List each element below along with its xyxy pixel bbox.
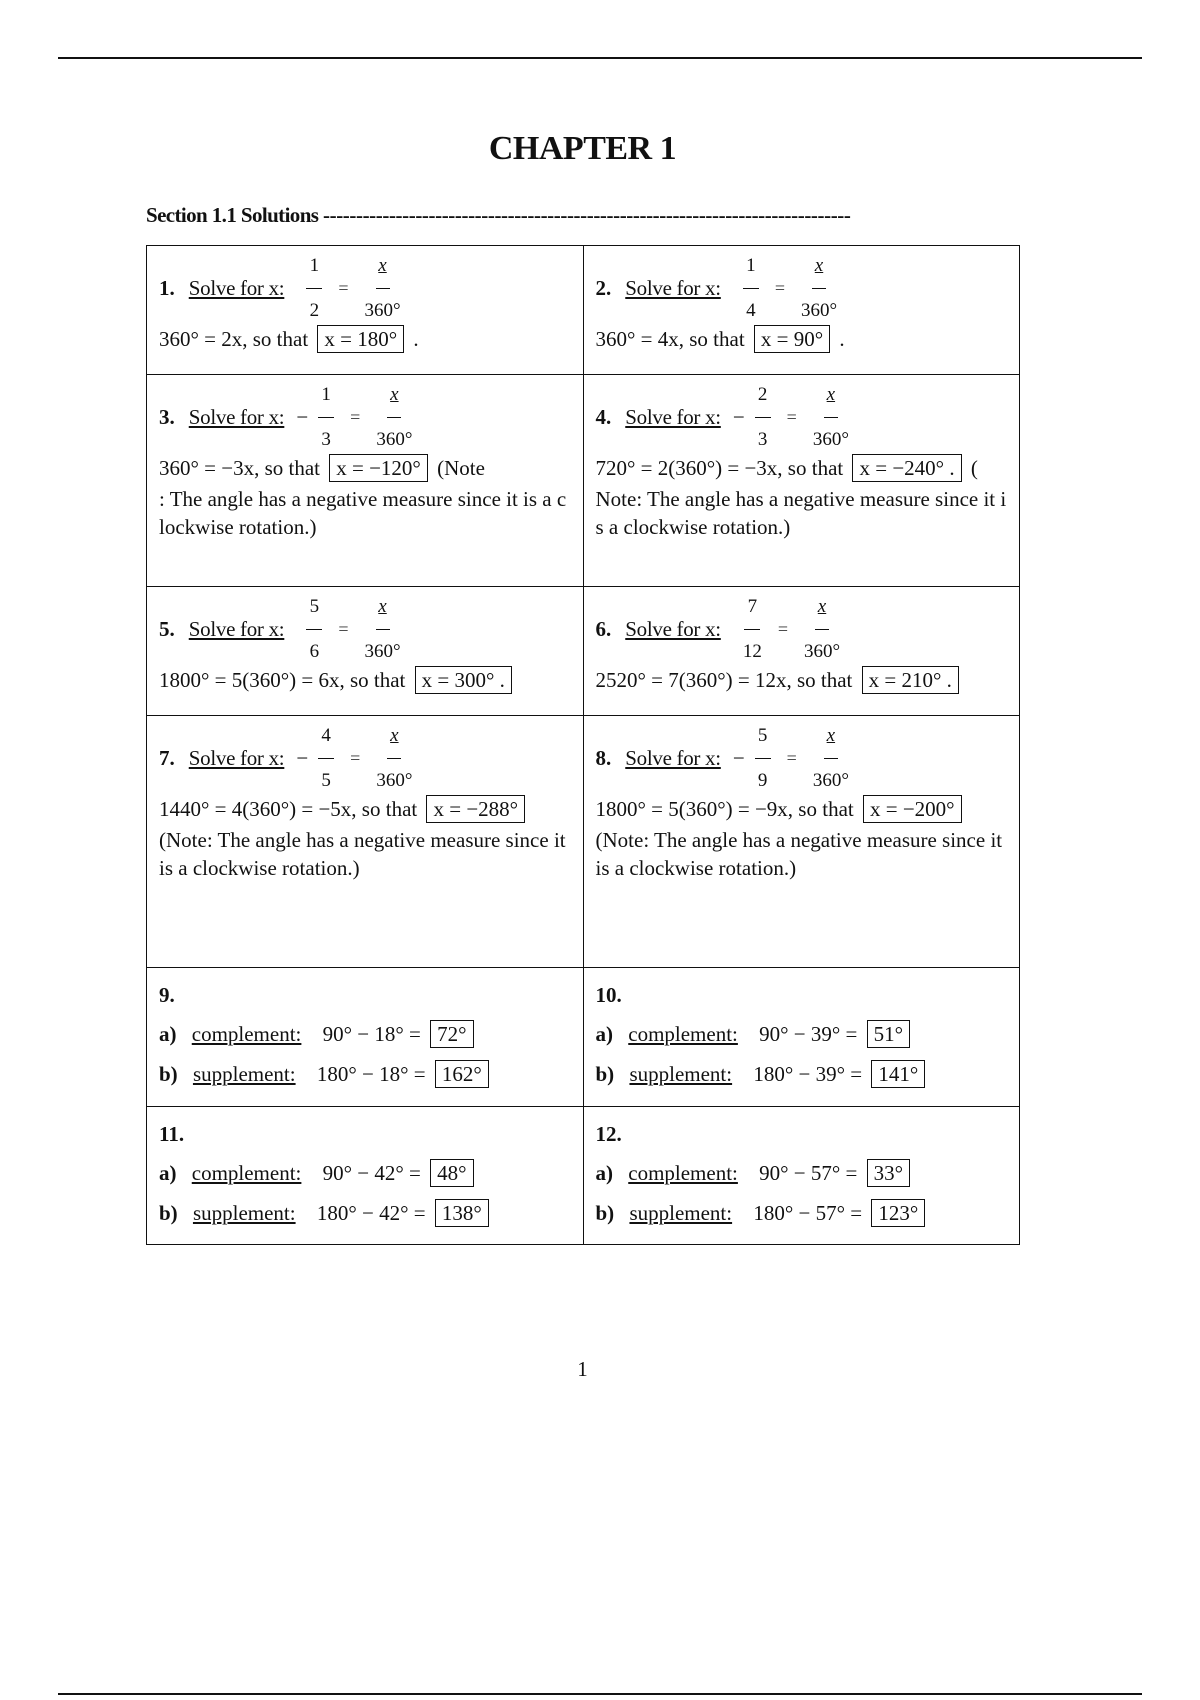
x-denominator: 360°	[364, 300, 401, 321]
fraction	[318, 726, 334, 790]
x-denominator: 360°	[364, 641, 401, 662]
complement-label: complement:	[191, 1161, 302, 1185]
equals-sign: =	[338, 618, 349, 639]
fraction-denominator: 12	[742, 641, 762, 662]
section-dashes: --------------------------------------------------------------------------------	[323, 203, 851, 227]
fraction-denominator: 9	[757, 770, 768, 791]
solution-line	[159, 453, 571, 483]
fraction-bar	[306, 288, 322, 289]
solution-suffix: .	[839, 327, 845, 351]
fraction	[743, 256, 759, 320]
complement-answer: 72°	[430, 1020, 473, 1048]
problem-number: 2.	[595, 275, 612, 300]
solution-text: 360° = 2x, so that	[159, 327, 309, 351]
problem-number: 9.	[159, 983, 175, 1007]
x-fraction	[804, 597, 840, 661]
solve-label: Solve for x:	[188, 616, 285, 641]
x-denominator: 360°	[800, 300, 838, 321]
solve-label: Solve for x:	[625, 745, 721, 770]
angle-cell	[583, 968, 1020, 1107]
problem-cell	[147, 587, 584, 716]
chapter-title: CHAPTER 1	[488, 130, 677, 167]
equals-sign: =	[338, 277, 349, 298]
problem-equation	[596, 256, 1008, 320]
boxed-answer: x = 300° .	[415, 666, 512, 694]
problem-cell	[583, 587, 1020, 716]
part-b-label: b)	[595, 1062, 615, 1086]
part-b-label: b)	[159, 1201, 178, 1225]
x-fraction-bar	[376, 629, 390, 630]
complement-expression: 90° − 42° =	[322, 1161, 421, 1185]
part-a-label: a)	[595, 1022, 613, 1046]
complement-answer: 48°	[430, 1159, 473, 1187]
x-denominator: 360°	[376, 770, 413, 791]
solution-text: 1800° = 5(360°) = −9x, so that	[595, 797, 854, 821]
problem-equation	[596, 385, 1008, 449]
fraction	[755, 385, 771, 449]
x-denominator: 360°	[803, 641, 841, 662]
problem-number: 11.	[159, 1122, 185, 1146]
complement-expression: 90° − 39° =	[759, 1022, 858, 1046]
angle-cell	[583, 1107, 1020, 1245]
fraction-numerator: 2	[757, 384, 768, 405]
part-b-label: b)	[595, 1201, 615, 1225]
solution-note: Note: The angle has a negative measure since it is a clockwise rotation.)	[595, 487, 1007, 539]
x-fraction-bar	[376, 288, 390, 289]
fraction	[318, 385, 334, 449]
supplement-expression: 180° − 42° =	[316, 1201, 426, 1225]
x-fraction-bar	[824, 758, 838, 759]
complement-label: complement:	[628, 1161, 738, 1185]
fraction-bar	[755, 417, 771, 418]
solution-note: : The angle has a negative measure since it is a clockwise rotation.)	[159, 487, 567, 539]
fraction-numerator: 5	[757, 725, 768, 746]
problem-cell	[583, 716, 1020, 968]
fraction	[306, 256, 322, 320]
x-fraction	[376, 726, 412, 790]
equals-sign: =	[777, 618, 788, 639]
problem-equation	[159, 597, 571, 661]
supplement-answer: 123°	[871, 1199, 925, 1227]
problem-cell	[583, 375, 1020, 587]
supplement-expression: 180° − 39° =	[753, 1062, 863, 1086]
solve-label: Solve for x:	[625, 404, 721, 429]
problem-number: 3.	[159, 404, 175, 429]
boxed-answer: x = −240° .	[852, 454, 961, 482]
problem-equation	[596, 597, 1008, 661]
x-numerator: x	[378, 255, 387, 276]
equals-sign: =	[786, 747, 797, 768]
page-number: 1	[577, 1357, 588, 1381]
solution-note: (Note: The angle has a negative measure since it is a clockwise rotation.)	[159, 828, 566, 880]
x-denominator: 360°	[376, 429, 413, 450]
supplement-line	[596, 1199, 1008, 1227]
boxed-answer: x = 210° .	[862, 666, 959, 694]
supplement-answer: 138°	[435, 1199, 489, 1227]
solution-line	[159, 324, 571, 354]
supplement-expression: 180° − 57° =	[753, 1201, 863, 1225]
solution-suffix: (Note	[437, 456, 485, 480]
x-numerator: x	[826, 725, 836, 746]
negative-sign: −	[296, 404, 309, 429]
solve-label: Solve for x:	[625, 616, 721, 641]
x-fraction-bar	[387, 417, 401, 418]
boxed-answer: x = −288°	[426, 795, 525, 823]
boxed-answer: x = −200°	[863, 795, 962, 823]
problem-cell	[583, 246, 1020, 375]
solve-label: Solve for x:	[625, 275, 721, 300]
part-a-label: a)	[159, 1161, 177, 1185]
boxed-answer: x = 90°	[754, 325, 830, 353]
supplement-line	[159, 1060, 571, 1088]
solution-text: 2520° = 7(360°) = 12x, so that	[595, 668, 853, 692]
problem-equation	[596, 726, 1008, 790]
problem-number: 10.	[595, 983, 622, 1007]
negative-sign: −	[732, 745, 745, 770]
top-rule	[58, 57, 1142, 59]
fraction	[743, 597, 762, 661]
problem-equation	[159, 385, 571, 449]
complement-label: complement:	[628, 1022, 738, 1046]
supplement-label: supplement:	[192, 1062, 296, 1086]
complement-line	[159, 1020, 571, 1048]
solution-text: 1440° = 4(360°) = −5x, so that	[159, 797, 418, 821]
solution-suffix: (	[970, 456, 978, 480]
problem-number: 5.	[159, 616, 175, 641]
fraction-denominator: 6	[309, 641, 320, 662]
x-fraction-bar	[815, 629, 829, 630]
problem-cell	[147, 716, 584, 968]
fraction-bar	[755, 758, 771, 759]
supplement-line	[159, 1199, 571, 1227]
solution-text: 720° = 2(360°) = −3x, so that	[595, 456, 844, 480]
problem-number: 1.	[159, 275, 175, 300]
problem-number: 6.	[595, 616, 612, 641]
x-fraction	[364, 256, 400, 320]
x-numerator: x	[814, 255, 824, 276]
equals-sign: =	[350, 747, 361, 768]
section-heading	[146, 203, 850, 228]
fraction-bar	[743, 288, 759, 289]
x-numerator: x	[378, 596, 387, 617]
x-fraction	[801, 256, 837, 320]
solution-note: (Note: The angle has a negative measure since it is a clockwise rotation.)	[595, 828, 1003, 880]
fraction-denominator: 3	[757, 429, 768, 450]
problem-equation	[159, 256, 571, 320]
x-fraction	[813, 385, 849, 449]
complement-expression: 90° − 57° =	[759, 1161, 858, 1185]
part-a-label: a)	[159, 1022, 177, 1046]
complement-answer: 33°	[867, 1159, 910, 1187]
x-fraction	[813, 726, 849, 790]
x-fraction-bar	[824, 417, 838, 418]
fraction-bar	[318, 758, 334, 759]
solution-text: 360° = 4x, so that	[595, 327, 745, 351]
bottom-rule	[58, 1693, 1142, 1695]
supplement-label: supplement:	[629, 1062, 733, 1086]
solution-suffix: .	[413, 327, 419, 351]
supplement-label: supplement:	[192, 1201, 296, 1225]
complement-expression: 90° − 18° =	[322, 1022, 421, 1046]
equals-sign: =	[350, 406, 361, 427]
x-denominator: 360°	[812, 770, 849, 791]
problem-number: 8.	[595, 745, 612, 770]
fraction-numerator: 1	[309, 255, 320, 276]
solution-line	[596, 794, 1008, 824]
complement-line	[596, 1159, 1008, 1187]
fraction-denominator: 5	[321, 770, 331, 791]
solution-line	[596, 324, 1008, 354]
supplement-label: supplement:	[629, 1201, 733, 1225]
angle-cell	[147, 968, 584, 1107]
section-title: Section 1.1 Solutions	[146, 203, 319, 227]
fraction	[306, 597, 322, 661]
fraction-bar	[744, 629, 760, 630]
problem-number: 12.	[595, 1122, 622, 1146]
boxed-answer: x = −120°	[329, 454, 428, 482]
fraction-bar	[318, 417, 334, 418]
solution-text: 1800° = 5(360°) = 6x, so that	[159, 668, 406, 692]
x-fraction-bar	[387, 758, 401, 759]
angle-cell	[147, 1107, 584, 1245]
fraction-bar	[306, 629, 322, 630]
negative-sign: −	[732, 404, 745, 429]
complement-label: complement:	[191, 1022, 302, 1046]
equals-sign: =	[774, 277, 785, 298]
solve-label: Solve for x:	[188, 275, 285, 300]
x-denominator: 360°	[812, 429, 849, 450]
fraction	[755, 726, 771, 790]
problem-cell	[147, 375, 584, 587]
fraction-numerator: 1	[321, 384, 331, 405]
complement-answer: 51°	[867, 1020, 910, 1048]
solutions-table	[146, 245, 1020, 1245]
fraction-denominator: 4	[746, 300, 756, 321]
x-numerator: x	[390, 384, 399, 405]
solution-line	[159, 665, 571, 695]
problem-cell	[147, 246, 584, 375]
fraction-numerator: 1	[746, 255, 756, 276]
x-fraction	[376, 385, 412, 449]
solution-text: 360° = −3x, so that	[159, 456, 320, 480]
solution-line	[596, 665, 1008, 695]
fraction-numerator: 4	[321, 725, 331, 746]
supplement-answer: 162°	[435, 1060, 489, 1088]
supplement-answer: 141°	[871, 1060, 925, 1088]
complement-line	[159, 1159, 571, 1187]
problem-number: 4.	[595, 404, 612, 429]
complement-line	[596, 1020, 1008, 1048]
problem-equation	[159, 726, 571, 790]
fraction-numerator: 5	[309, 596, 320, 617]
boxed-answer: x = 180°	[317, 325, 404, 353]
part-a-label: a)	[595, 1161, 613, 1185]
equals-sign: =	[786, 406, 797, 427]
negative-sign: −	[296, 745, 309, 770]
x-numerator: x	[826, 384, 836, 405]
supplement-line	[596, 1060, 1008, 1088]
solution-line	[596, 453, 1008, 483]
solve-label: Solve for x:	[188, 745, 285, 770]
x-fraction-bar	[812, 288, 826, 289]
solution-line	[159, 794, 571, 824]
solve-label: Solve for x:	[188, 404, 285, 429]
x-fraction	[364, 597, 400, 661]
supplement-expression: 180° − 18° =	[316, 1062, 426, 1086]
x-numerator: x	[817, 596, 827, 617]
fraction-denominator: 3	[321, 429, 331, 450]
fraction-numerator: 7	[747, 596, 758, 617]
part-b-label: b)	[159, 1062, 178, 1086]
x-numerator: x	[390, 725, 399, 746]
fraction-denominator: 2	[309, 300, 320, 321]
problem-number: 7.	[159, 745, 175, 770]
